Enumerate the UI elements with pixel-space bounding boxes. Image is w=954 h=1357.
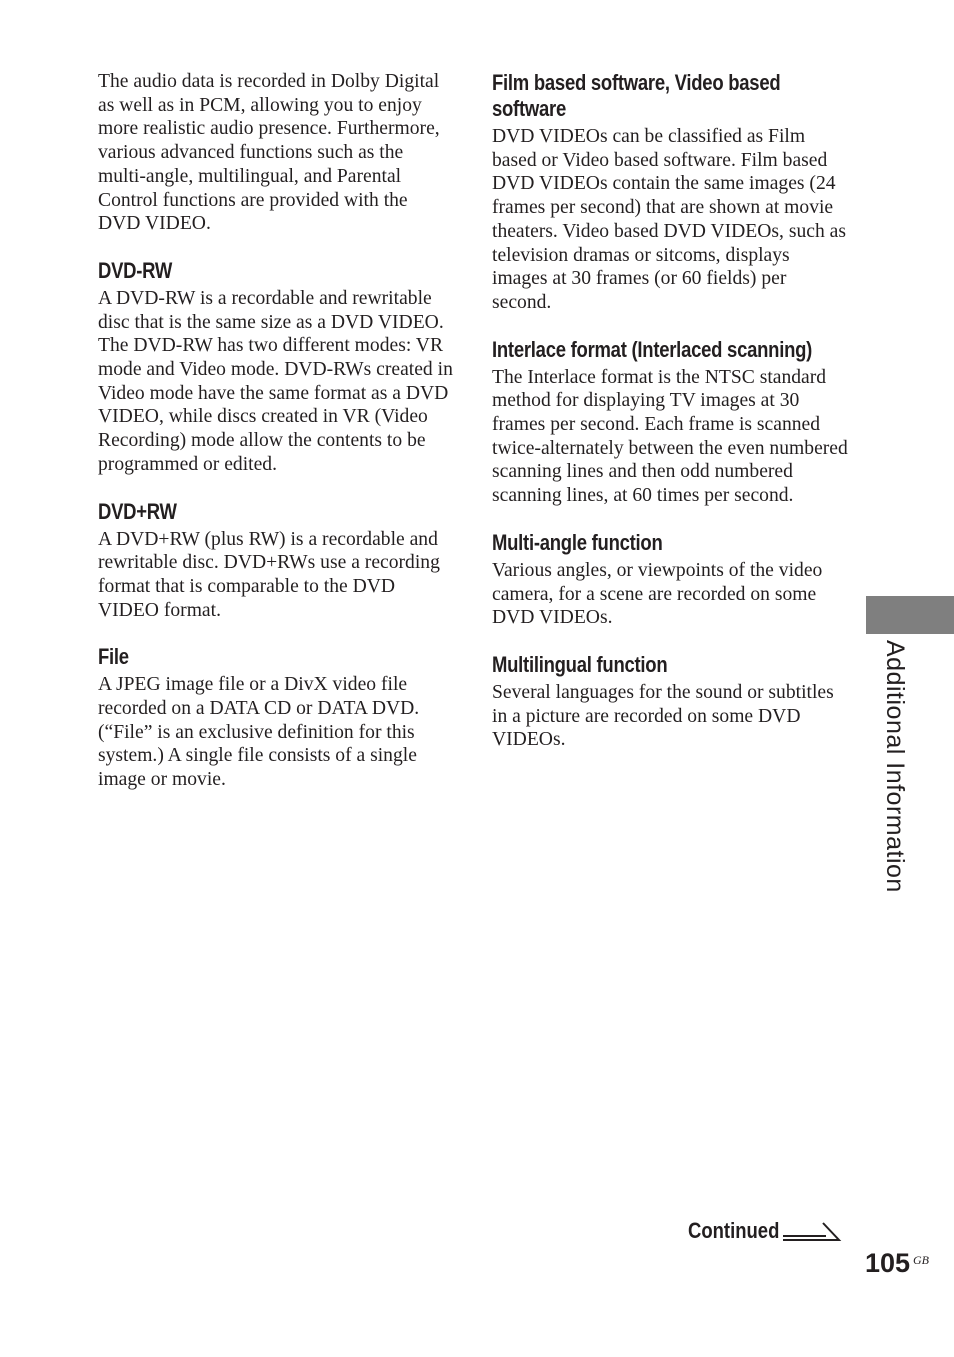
section-heading: Film based software, Video based software (492, 70, 781, 121)
section-paragraph: The Interlace format is the NTSC standard method for displaying TV images at 30 frames per second. Each frame is scanned twice-alternately between the even numbered scanning lines and then odd numbered scanning lines, at 60 times per second. (492, 366, 848, 507)
page-suffix: GB (913, 1253, 929, 1267)
continued-label: Continued (688, 1218, 780, 1243)
side-tab-label: Additional Information (881, 640, 909, 893)
intro-paragraph: The audio data is recorded in Dolby Digital as well as in PCM, allowing you to enjoy more realistic audio presence. Furthermore, various advanced functions such as the multi-angle, multilingual, and Parental Control functions are provided with the DVD VIDEO. (98, 71, 440, 235)
section-interlace-format (492, 337, 848, 508)
section-dvd-rw (98, 258, 454, 477)
section-paragraph: DVD VIDEOs can be classified as Film based or Video based software. Film based DVD VIDEOs contain the same images (24 frames per second) that are shown at movie theaters. Video based DVD VIDEOs, such as television dramas or sitcoms, displays images at 30 frames (or 60 fields) per second. (492, 126, 846, 313)
section-paragraph: A DVD+RW (plus RW) is a recordable and rewritable disc. DVD+RWs use a recording format that is comparable to the DVD VIDEO format. (98, 528, 440, 621)
left-column (98, 70, 454, 814)
section-multilingual (492, 652, 848, 752)
section-paragraph: Various angles, or viewpoints of the video camera, for a scene are recorded on some DVD VIDEOs. (492, 559, 823, 629)
page-number: 105 (865, 1248, 911, 1278)
section-multi-angle (492, 530, 848, 630)
section-heading: Multi-angle function (492, 529, 663, 555)
section-heading: Multilingual function (492, 651, 668, 677)
section-heading: DVD-RW (98, 257, 173, 283)
section-paragraph: A DVD-RW is a recordable and rewritable disc that is the same size as a DVD VIDEO. The DVD-RW has two different modes: VR mode and Video mode. DVD-RWs created in Video mode have the same format as a DVD VIDEO, while discs created in VR (Video Recording) mode allow the contents to be programmed or edited. (98, 287, 453, 475)
section-heading: Interlace format (Interlaced scanning) (492, 336, 813, 362)
section-film-video-software (492, 70, 848, 315)
section-paragraph: Several languages for the sound or subtitles in a picture are recorded on some DVD VIDEOs. (492, 681, 834, 751)
section-paragraph: A JPEG image file or a DivX video file recorded on a DATA CD or DATA DVD. (“File” is an exclusive definition for this system.) A single file consists of a single image or movie. (98, 674, 420, 791)
side-tab-marker (866, 596, 954, 634)
section-dvd-plus-rw (98, 499, 454, 623)
section-heading: DVD+RW (98, 498, 177, 524)
section-heading: File (98, 644, 129, 670)
section-file (98, 644, 454, 792)
continued-arrow-icon (782, 1219, 842, 1243)
right-column (492, 70, 848, 774)
